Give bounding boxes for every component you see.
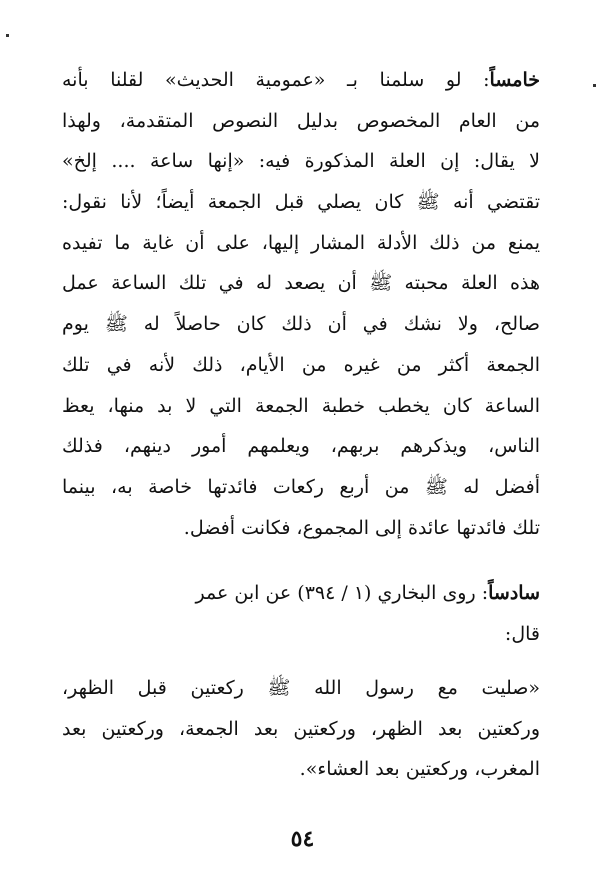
line-text: : لو سلمنا بـ «عمومية الحديث» لقلنا بأنه	[62, 69, 490, 91]
text-line: يمنع من ذلك الأدلة المشار إليها، على أن غاية ما تفيده	[62, 231, 540, 254]
text-line: المغرب، وركعتين بعد العشاء».	[299, 758, 540, 781]
text-line: من العام المخصوص بدليل النصوص المتقدمة، ولهذا	[62, 109, 540, 132]
text-line: أفضل له ﷺ من أربع ركعات فائدتها خاصة به، بينما	[62, 475, 540, 498]
text-line: الساعة كان يخطب خطبة الجمعة التي لا بد منها، يعظ	[62, 394, 540, 417]
hadith-quote	[62, 668, 540, 790]
text-line: تلك فائدتها عائدة إلى المجموع، فكانت أفضل.	[183, 516, 540, 539]
text-line: الجمعة أكثر من غيره من الأيام، ذلك لأنه في تلك	[62, 353, 540, 376]
text-line	[62, 60, 540, 101]
scan-dot	[593, 84, 596, 87]
text-line: صالح، ولا نشك في أن ذلك كان حاصلاً له ﷺ يوم	[62, 313, 540, 336]
text-line: وركعتين بعد الظهر، وركعتين بعد الجمعة، وركعتين بعد	[62, 717, 540, 740]
text-line: «صليت مع رسول الله ﷺ ركعتين قبل الظهر،	[62, 677, 540, 699]
text-line: قال:	[504, 622, 540, 645]
text-line	[62, 573, 540, 614]
paragraph-fifth	[62, 60, 540, 548]
text-line: الناس، ويذكرهم بربهم، ويعلمهم أمور دينهم، فذلك	[62, 435, 540, 458]
paragraph-sixth	[62, 573, 540, 654]
paragraph-lead: سادساً	[488, 582, 540, 604]
text-line: هذه العلة محبته ﷺ أن يصعد له في تلك الساعة عمل	[62, 272, 540, 295]
scan-dot	[6, 34, 9, 37]
text-line: تقتضي أنه ﷺ كان يصلي قبل الجمعة أيضاً؛ لأنا نقول:	[62, 191, 540, 214]
page-number: ٥٤	[290, 826, 315, 852]
line-text: : روى البخاري (١ / ٣٩٤) عن ابن عمر	[195, 582, 489, 604]
paragraph-lead: خامساً	[489, 69, 540, 91]
text-line: لا يقال: إن العلة المذكورة فيه: «إنها ساعة .... إلخ»	[62, 150, 540, 173]
